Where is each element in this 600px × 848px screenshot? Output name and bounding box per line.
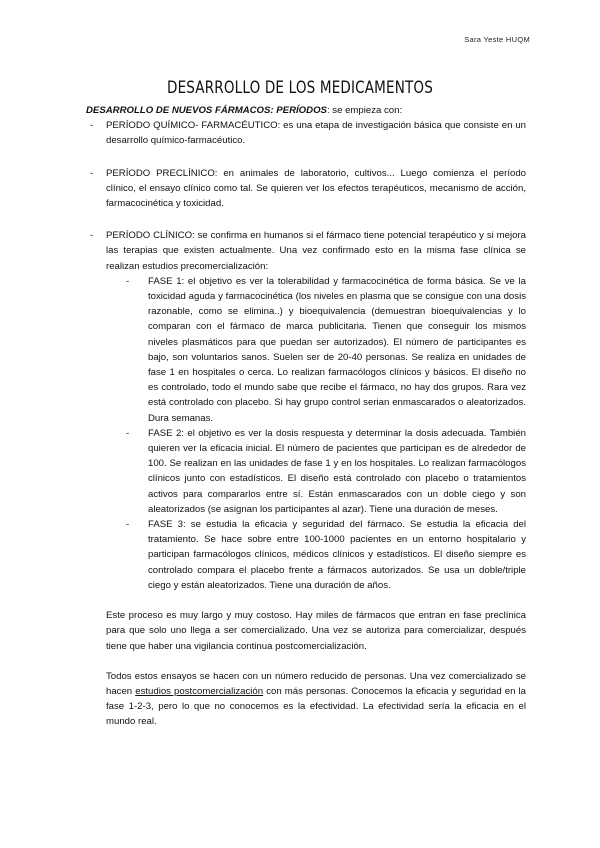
phase-item-2 (126, 426, 526, 517)
period-item-quimico (86, 118, 526, 148)
phases-list (106, 274, 526, 593)
period-text: PERÍODO PRECLÍNICO: en animales de laboratorio, cultivos... Luego comienza el período clínico, el ensayo clínico como tal. Se quieren ver los efectos terapéuticos, mecanismo de acción, farmacocinética y toxicidad. (106, 167, 526, 210)
period-item-clinico (86, 228, 526, 593)
bullet-dash: - (126, 427, 130, 439)
intro-line (86, 103, 526, 118)
paragraph-process-cost: Este proceso es muy largo y muy costoso. Hay miles de fármacos que entran en fase preclínica para que solo uno llega a ser comercializado. Una vez se autoriza para comercializar, después tiene que haber una vigilancia continua postcomercialización. (106, 610, 526, 652)
phase-text: FASE 2: el objetivo es ver la dosis respuesta y determinar la dosis adecuada. También quieren ver la eficacia inicial. El número de pacientes que participan es de alrededor de 100. Se realizan en las unidades de fase 1 y en los hospitales. Lo realizan farmacólogos clínicos junto con estadísticos. El diseño está controlado con placebo o tratamientos activos para compararlos entre sí. Están enmascarados con un doble ciego y son aleatorizados (se asignan los participantes al azar). Tiene una duración de meses. (148, 427, 526, 515)
paragraph-text: Todos estos ensayos se hacen con un número reducido de personas. Una vez comercializado se hacen (106, 670, 526, 697)
page-title: DESARROLLO DE LOS MEDICAMENTOS (166, 78, 434, 97)
bullet-dash: - (90, 167, 94, 179)
underlined-term: estudios postcomercialización (135, 685, 264, 697)
phase-text: FASE 3: se estudia la eficacia y seguridad del fármaco. Se estudia la eficacia del tratamiento. Se hace sobre entre 100-1000 pacientes en un entorno hospitalario y participan farmacólogos clínicos, médicos clínicos y estadísticos. El diseño siempre es controlado compara el placebo frente a fármacos autorizados. Se usa un doble/triple ciego y están aleatorizados. Tiene una duración de años. (148, 519, 526, 591)
period-item-preclinico (86, 166, 526, 212)
phase-item-1 (126, 274, 526, 426)
intro-text: : se empieza con: (326, 105, 403, 116)
bullet-dash: - (126, 519, 130, 531)
phase-item-3 (126, 517, 526, 593)
intro-heading: DESARROLLO DE NUEVOS FÁRMACOS: PERÍODOS (86, 105, 327, 116)
bullet-dash: - (126, 275, 130, 287)
document-body (86, 103, 526, 730)
paragraph-text: con más personas. Conocemos la eficacia y seguridad en la fase 1-2-3, pero lo que no conocemos es la efectividad. La efectividad sería la eficacia en el mundo real. (106, 685, 526, 728)
bullet-dash: - (90, 230, 94, 242)
period-text: PERÍODO CLÍNICO: se confirma en humanos si el fármaco tiene potencial terapéutico y si mejora las terapias que existen actualmente. Una vez confirmado esto en la misma fase clínica se realizan estudios precomercialización: (106, 230, 526, 272)
periods-list (86, 118, 526, 593)
period-text: PERÍODO QUÍMICO- FARMACÉUTICO: es una etapa de investigación básica que consiste en un desarrollo químico-farmacéutico. (106, 120, 526, 147)
bullet-dash: - (90, 120, 94, 132)
phase-text: FASE 1: el objetivo es ver la tolerabilidad y farmacocinética de forma básica. Se ve la toxicidad aguda y farmacocinética (los niveles en plasma que se consigue con una dosis razonable, como se elimina..) y bioequivalencia (demuestran bioequivalencias y lo comparan con el fármaco de marca publicitaria. Tienen que conseguir los mismos niveles plasmáticos para que puedan ser autorizados). El número de participantes es bajo, son voluntarios sanos. Suelen ser de 20-40 personas. Se realiza en unidades de fase 1 en hospitales o cerca. Lo realizan farmacólogos clínicos y básicos. El diseño no es controlado, todo el mundo sabe que recibe el fármaco, no hay dos grupos. Rara vez está controlado con placebo. Si hay grupo control serian enmascarados o aleatorizados. Dura semanas. (148, 275, 526, 424)
paragraph-postmarketing (86, 669, 526, 730)
author-header: Sara Yeste HUQM (464, 35, 530, 44)
